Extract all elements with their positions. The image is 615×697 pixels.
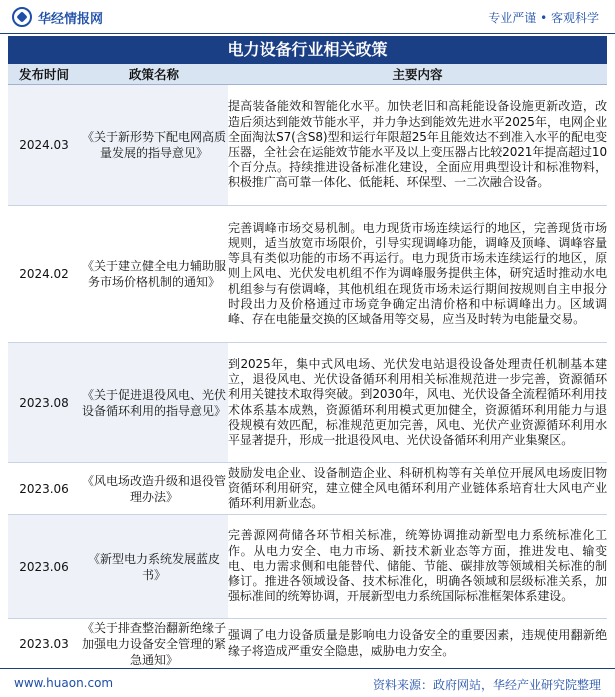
column-header-content: 主要内容	[228, 64, 607, 85]
row-content: 鼓励发电企业、设备制造企业、科研机构等有关单位开展风电场废旧物资循环利用研究，建立健全风电循环利用产业链体系培育壮大风电产业循环利用新业态。	[228, 463, 607, 515]
row-policy-name: 《新型电力系统发展蓝皮书》	[80, 515, 228, 619]
table-row	[8, 463, 607, 515]
row-policy-name: 《关于新形势下配电网高质量发展的指导意见》	[80, 85, 228, 206]
huajing-logo-icon	[12, 7, 32, 27]
row-date: 2023.06	[8, 515, 80, 619]
row-content: 到2025年，集中式风电场、光伏发电站退役设备处理责任机制基本建立，退役风电、光伏设备循环利用相关标准规范进一步完善，资源循环利用关键技术取得突破。到2030年，风电、光伏设备全流程循环利用技术体系基本成熟，资源循环利用模式更加健全，资源循环利用能力与退役规模有效匹配，标准规范更加完善，风电、光伏产业资源循环利用水平显著提升，形成一批退役风电、光伏设备循环利用产业集聚区。	[228, 343, 607, 463]
row-policy-name: 《关于排查整治翻新绝缘子加强电力设备安全管理的紧急通知》	[81, 620, 226, 667]
footer-url: www.huaon.com	[14, 676, 114, 690]
row-content: 提高装备能效和智能化水平。加快老旧和高耗能设备设施更新改造，改造后须达到能效节能水平，并力争达到能效先进水平2025年，电网企业全面淘汰S7(含S8)型和运行年限超25年且能效达不到准入水平的配电变压器，全社会在运能效节能水平及以上变压器占比较2021年提高超过10个百分点。持续推进设备标准化建设，全面应用典型设计和标准物料，积极推广高可靠一体化、低能耗、环保型、一二次融合设备。	[228, 85, 607, 206]
row-content: 强调了电力设备质量是影响电力设备安全的重要因素，违规使用翻新绝缘子将造成严重安全隐患，威胁电力安全。	[228, 619, 607, 669]
row-policy-name: 《风电场改造升级和退役管理办法》	[80, 463, 228, 515]
table-row	[8, 85, 607, 206]
column-header-date: 发布时间	[8, 64, 80, 85]
row-content: 完善调峰市场交易机制。电力现货市场连续运行的地区，完善现货市场规则，适当放宽市场限价，引导实现调峰功能，调峰及顶峰、调峰容量等具有类似功能的市场不再运行。电力现货市场未连续运行的地区，原则上风电、光伏发电机组不作为调峰服务提供主体，研究适时推动水电机组参与有偿调峰，其他机组在现货市场未运行期间按规则自主申报分时段出力及价格通过市场竞争确定出清价格和中标调峰出力。区域调峰、存在电能量交换的区域备用等交易，应当及时转为电能量交易。	[228, 206, 607, 343]
table-row	[8, 515, 607, 619]
slogan: 专业严谨 • 客观科学	[488, 11, 599, 25]
table-row	[8, 619, 607, 669]
row-date: 2024.02	[8, 206, 80, 343]
table-row	[8, 343, 607, 463]
footer	[0, 668, 615, 697]
row-date: 2023.08	[8, 343, 80, 463]
footer-source: 资料来源：政府网站，华经产业研究院整理	[372, 678, 601, 692]
policy-table	[8, 64, 607, 669]
column-header-name: 政策名称	[80, 64, 228, 85]
row-date: 2023.03	[8, 619, 80, 669]
row-content: 完善源网荷储各环节相关标准，统筹协调推动新型电力系统标准化工作。从电力安全、电力市场、新技术新业态等方面，推进发电、输变电、电力需求侧和电能替代、储能、节能、碳排放等领域相关标准的制修订。推进各领域设备、技术标准化，明确各领域和层级标准关系，加强标准间的统筹协调，开展新型电力系统国际标准框架体系建设。	[228, 515, 607, 619]
row-date: 2023.06	[8, 463, 80, 515]
logo-text: 华经情报网	[38, 12, 104, 27]
row-policy-name: 《关于促进退役风电、光伏设备循环利用的指导意见》	[80, 343, 228, 463]
page-title: 电力设备行业相关政策	[8, 36, 607, 64]
top-bar	[0, 0, 615, 34]
table-row	[8, 206, 607, 343]
row-date: 2024.03	[8, 85, 80, 206]
table-header-row	[8, 64, 607, 85]
row-policy-name: 《关于建立健全电力辅助服务市场价格机制的通知》	[80, 206, 228, 343]
